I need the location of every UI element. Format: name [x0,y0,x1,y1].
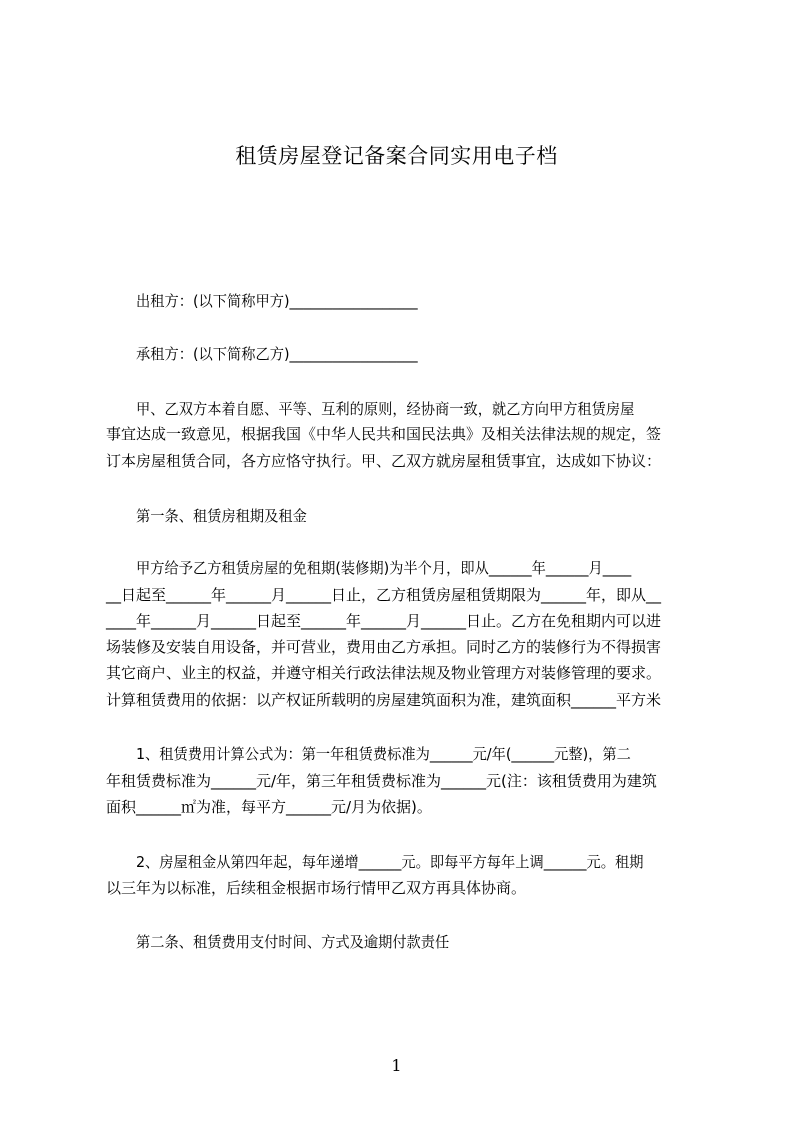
page-number: 1 [391,1056,402,1075]
article-2-heading: 第二条、租赁费用支付时间、方式及逾期付款责任 [136,933,450,951]
document-title: 租赁房屋登记备案合同实用电子档 [235,144,558,168]
clause-1-line-2: 年租赁费标准为______元/年，第三年租赁费标准为______元(注：该租赁费用为建筑 [106,772,657,790]
article-1-para-line-3: ____年______月______日起至______年______月______日止。乙方在免租期内可以进 [106,612,662,630]
lessee-line: 承租方：(以下简称乙方)__________________ [136,345,418,363]
preamble-line-2: 事宜达成一致意见，根据我国《中华人民共和国民法典》及相关法律法规的规定，签 [106,425,662,443]
clause-1-line-3: 面积______㎡为准，每平方______元/月为依据)。 [106,798,432,816]
clause-2-line-2: 以三年为以标准，后续租金根据市场行情甲乙双方再具体协商。 [106,879,527,897]
clause-2-line-1: 2、房屋租金从第四年起，每年递增______元。即每平方每年上调______元。租期 [136,853,644,871]
clause-1-line-1: 1、租赁费用计算公式为：第一年租赁费标准为______元/年(______元整)，第二 [136,745,631,763]
article-1-para-line-1: 甲方给予乙方租赁房屋的免租期(装修期)为半个月，即从______年______月____ [136,559,632,577]
preamble-line-3: 订本房屋租赁合同，各方应恪守执行。甲、乙双方就房屋租赁事宜，达成如下协议： [106,452,662,470]
article-1-para-line-4: 场装修及安装自用设备，并可营业，费用由乙方承担。同时乙方的装修行为不得损害 [106,638,662,656]
article-1-para-line-2: __日起至______年______月______日止，乙方租赁房屋租赁期限为______年，即从__ [106,586,662,604]
article-1-para-line-6: 计算租赁费用的依据：以产权证所载明的房屋建筑面积为准，建筑面积______平方米 [106,691,662,709]
article-1-para-line-5: 其它商户、业主的权益，并遵守相关行政法律法规及物业管理方对装修管理的要求。 [106,664,662,682]
article-1-heading: 第一条、租赁房租期及租金 [136,507,307,525]
lessor-line: 出租方：(以下简称甲方)__________________ [136,292,418,310]
preamble-line-1: 甲、乙双方本着自愿、平等、互利的原则，经协商一致，就乙方向甲方租赁房屋 [136,400,635,418]
